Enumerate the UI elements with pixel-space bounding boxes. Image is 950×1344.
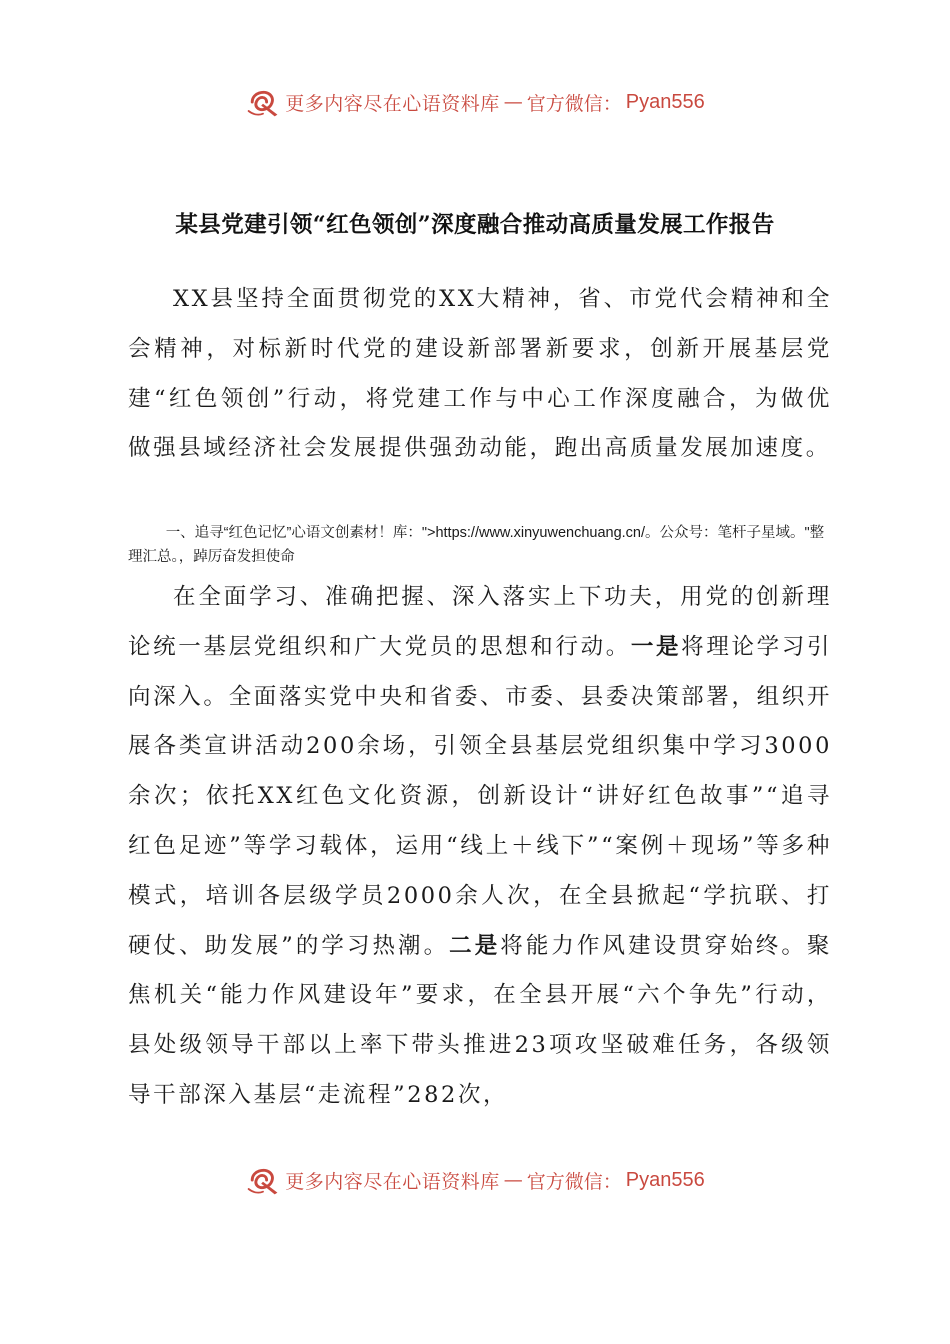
- watermark-text: 更多内容尽在心语资料库: [285, 92, 500, 115]
- section-1-text-2: 将理论学习引向深入。全面落实党中央和省委、市委、县委决策部署，组织开展各类宣讲活动200余场，引领全县基层党组织集中学习3000余次；依托XX红色文化资源，创新设计“讲好红色故事”“追寻红色足迹”等学习载体，运用“线上＋线下”“案例＋现场”等多种模式，培训各层级学员2000余人次，在全县掀起“学抗联、打硬仗、助发展”的学习热潮。: [128, 633, 832, 959]
- watermark-footer: [0, 1162, 950, 1198]
- watermark-wechat-id: Pyan556: [625, 90, 705, 113]
- watermark-dash: —: [503, 1169, 523, 1191]
- watermark-wechat-label: 官方微信：: [526, 92, 622, 115]
- intro-paragraph: XX县坚持全面贯彻党的XX大精神，省、市党代会精神和全会精神，对标新时代党的建设新部署新要求，创新开展基层党建“红色领创”行动，将党建工作与中心工作深度融合，为做优做强县域经济社会发展提供强劲动能，跑出高质量发展加速度。: [128, 286, 832, 462]
- point-two-label: 二是: [449, 932, 501, 959]
- section-1-heading: 一、追寻“红色记忆”心语文创素材！库：">https://www.xinyuwenchuang.cn/。公众号：笔杆子星域。"整理汇总。，踔厉奋发担使命: [128, 525, 825, 565]
- document-title: 某县党建引领“红色领创”深度融合推动高质量发展工作报告: [175, 212, 775, 238]
- point-one-label: 一是: [630, 633, 682, 660]
- section-1-text-1: 在全面学习、准确把握、深入落实上下功夫，用党的创新理论统一基层党组织和广大党员的思想和行动。: [128, 584, 832, 660]
- section-1-paragraph: [128, 573, 832, 1121]
- watermark-dash: —: [503, 91, 523, 113]
- pen-swirl-logo-icon: [245, 84, 281, 120]
- watermark-wechat-label: 官方微信：: [526, 1170, 622, 1193]
- watermark-wechat-id: Pyan556: [625, 1168, 705, 1191]
- section-1-text-3: 将能力作风建设贯穿始终。聚焦机关“能力作风建设年”要求，在全县开展“六个争先”行动，县处级领导干部以上率下带头推进23项攻坚破难任务，各级领导干部深入基层“走流程”282次，: [128, 932, 832, 1108]
- watermark-text: 更多内容尽在心语资料库: [285, 1170, 500, 1193]
- watermark-header: [0, 84, 950, 120]
- pen-swirl-logo-icon: [245, 1162, 281, 1198]
